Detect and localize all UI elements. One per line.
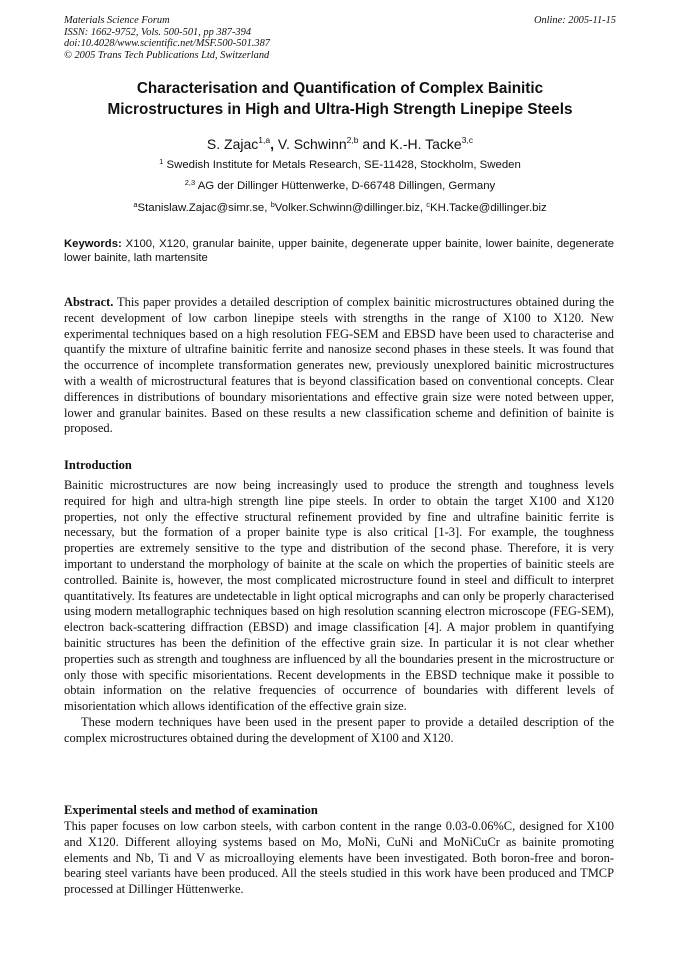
abstract-label: Abstract.: [64, 295, 114, 309]
affiliation-2-text: AG der Dillinger Hüttenwerke, D-66748 Dillingen, Germany: [197, 180, 496, 192]
email-b-sup: b: [270, 200, 275, 209]
affiliation-2: [40, 179, 640, 193]
author-schwinn-sup: 2,b: [346, 135, 359, 145]
author-zajac: S. Zajac: [206, 136, 259, 152]
keywords-label: Keywords:: [64, 238, 122, 250]
email-zajac: Stanislaw.Zajac@simr.se,: [137, 202, 271, 214]
affiliation-1-sup: 1: [159, 157, 164, 166]
affiliation-1-text: Swedish Institute for Metals Research, SE-11428, Stockholm, Sweden: [166, 159, 521, 171]
keywords: [64, 237, 614, 265]
title-line-2: Microstructures in High and Ultra-High Strength Linepipe Steels: [107, 101, 573, 118]
introduction-body: [64, 478, 614, 747]
affiliation-2-sup: 2,3: [184, 178, 196, 187]
author-separator: ,: [270, 136, 278, 152]
keywords-text: X100, X120, granular bainite, upper bainite, degenerate upper bainite, lower bainite, degenerate lower bainite, lath martensite: [64, 238, 614, 264]
author-separator-and: and: [358, 136, 390, 152]
experimental-heading: Experimental steels and method of examination: [64, 803, 318, 817]
email-c-sup: c: [426, 200, 431, 209]
abstract-text: This paper provides a detailed description of complex bainitic microstructures obtained during the recent development of low carbon linepipe steels with strengths in the range of X100 to X120. New experimental techniques based on a high resolution FEG-SEM and EBSD have been used to characterise and quantify the mixture of ultrafine bainitic ferrite and nanosize second phases in these steels. It was found that the occurrence of incomplete transformation generates new, previously unexplored bainitic microstructures with a wealth of microstructural features that is beyond classification based on conventional concepts. Clear differences in distributions of boundary misorientations and effective grain size were noted between upper, lower and granular bainites. Based on these results a new classification scheme and definition of bainite is proposed.: [64, 295, 614, 436]
journal-header: [64, 15, 616, 61]
email-a-sup: a: [133, 200, 138, 209]
issn-line: ISSN: 1662-9752, Vols. 500-501, pp 387-394: [64, 26, 252, 38]
author-tacke-sup: 3,c: [461, 135, 474, 145]
author-list: [40, 135, 640, 153]
abstract: [64, 295, 614, 437]
experimental-body: [64, 819, 614, 898]
email-schwinn: Volker.Schwinn@dillinger.biz,: [274, 202, 427, 214]
title-line-1: Characterisation and Quantification of Complex Bainitic: [136, 80, 544, 97]
paper-title: [40, 78, 640, 120]
doi-line: doi:10.4028/www.scientific.net/MSF.500-501.387: [64, 38, 270, 49]
introduction-paragraph-1: Bainitic microstructures are now being increasingly used to produce the strength and toughness levels required for high and ultra-high strength line pipe steels. In order to obtain the target X100 and X120 properties, not only the effective structural refinement provided by fine and ultrafine bainitic ferrite is necessary, but the formation of a proper bainite type is also critical [1-3]. For example, the toughness properties are extremely sensitive to the type and distribution of the second phase. Therefore, it is very important to understand the morphology of bainite at the scale on which the properties of bainitic steels are controlled. Bainite is, however, the most complicated microstructure found in steel and difficult to interpret quantitatively. Its features are undetectable in light optical micrographs and can only be properly characterised using modern metallographic techniques based on high resolution scanning electron microscope (FEG-SEM), electron back-scattering diffraction (EBSD) and image classification [4]. A major problem in quantifying bainitic structures has been the definition of the effective grain size. In particular it is not clear whether properties such as strength and toughness are influenced by all the boundaries present in the microstructure or only those with specific misorientations. Recent developments in the EBSD technique make it possible to obtain information on the relative frequencies of occurrence of boundaries with different levels of misorientation which allows identification of the effective grain size.: [64, 478, 614, 714]
experimental-paragraph-1: This paper focuses on low carbon steels, with carbon content in the range 0.03-0.06%C, designed for X100 and X120. Different alloying systems based on Mo, MoNi, CuNi and MoNiCuCr as bainite promoting elements and Nb, Ti and V as microalloying elements have been investigated. Both boron-free and boron-bearing steel variants have been produced. All the steels studied in this work have been produced and TMCP processed at Dillinger Hüttenwerke.: [64, 819, 614, 897]
journal-name: Materials Science Forum: [64, 15, 170, 26]
online-date: Online: 2005-11-15: [533, 15, 616, 26]
author-tacke: K.-H. Tacke: [389, 136, 462, 152]
email-line: [40, 201, 640, 215]
author-zajac-sup: 1,a: [258, 135, 271, 145]
introduction-paragraph-2: These modern techniques have been used in the present paper to provide a detailed description of the complex microstructures obtained during the development of X100 and X120.: [64, 714, 614, 745]
author-schwinn: V. Schwinn: [277, 136, 347, 152]
introduction-heading: Introduction: [64, 458, 132, 472]
abstract-paragraph: [64, 295, 614, 437]
email-tacke: KH.Tacke@dillinger.biz: [430, 202, 547, 214]
copyright-line: © 2005 Trans Tech Publications Ltd, Switzerland: [64, 49, 270, 61]
affiliation-1: [40, 158, 640, 172]
